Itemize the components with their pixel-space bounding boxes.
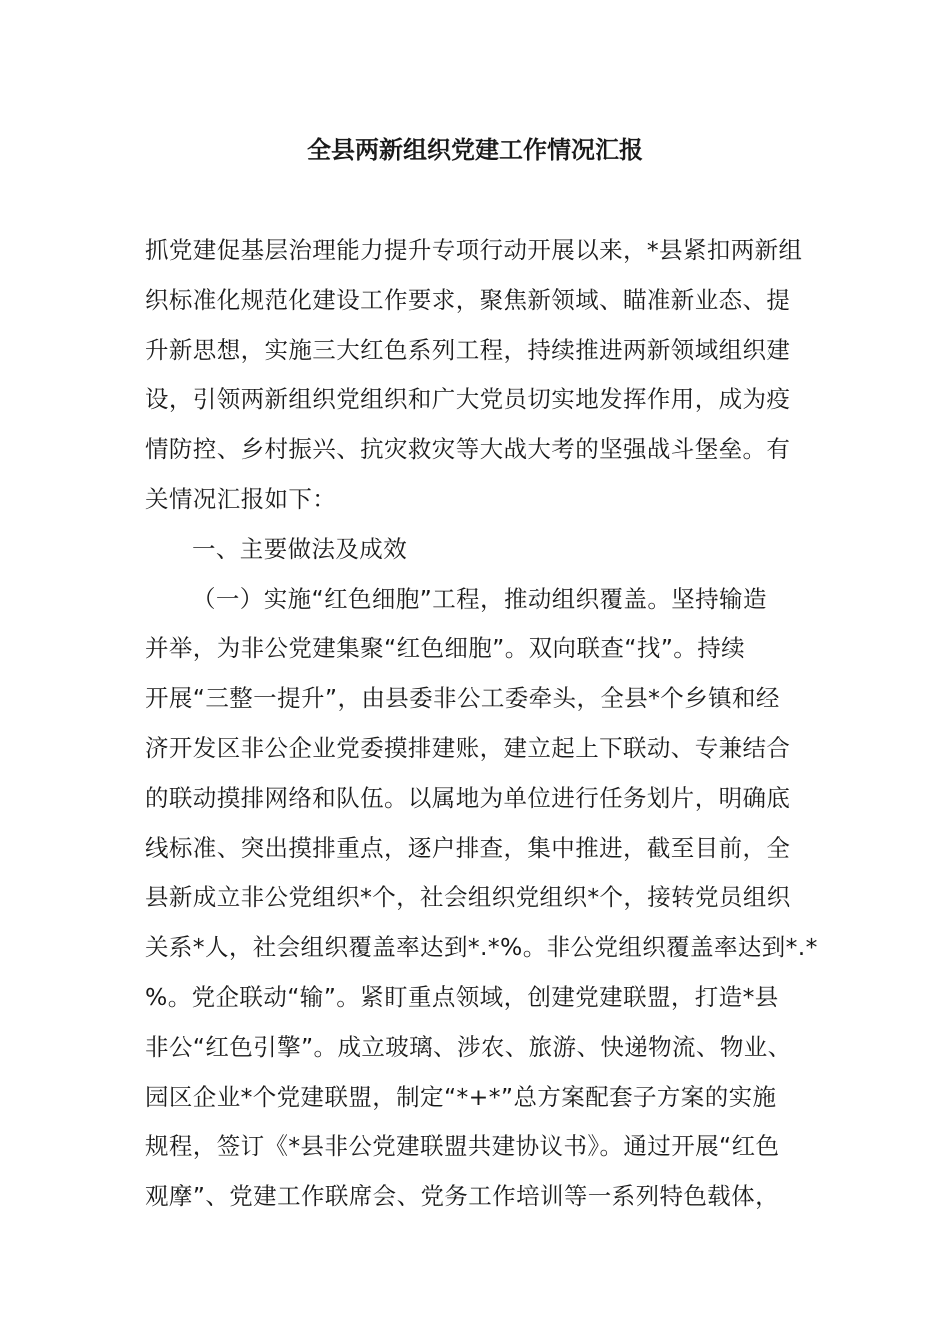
body-line: 开展“三整一提升”，由县委非公工委牵头，全县*个乡镇和经 bbox=[145, 684, 780, 713]
body-line: 设，引领两新组织党组织和广大党员切实地发挥作用，成为疫 bbox=[145, 385, 791, 414]
subsection-heading-line: （一）实施“红色细胞”工程，推动组织覆盖。坚持输造 bbox=[192, 584, 767, 613]
body-line: 升新思想，实施三大红色系列工程，持续推进两新领域组织建 bbox=[145, 335, 791, 364]
body-line: 情防控、乡村振兴、抗灾救灾等大战大考的坚强战斗堡垒。有 bbox=[145, 435, 791, 464]
body-line: 的联动摸排网络和队伍。以属地为单位进行任务划片，明确底 bbox=[145, 783, 791, 812]
body-line: 织标准化规范化建设工作要求，聚焦新领域、瞄准新业态、提 bbox=[145, 285, 791, 314]
body-line: 线标准、突出摸排重点，逐户排查，集中推进，截至目前，全 bbox=[145, 833, 791, 862]
body-line: 关系*人，社会组织覆盖率达到*.*%。非公党组织覆盖率达到*.* bbox=[145, 933, 818, 962]
body-line: 关情况汇报如下： bbox=[145, 484, 337, 513]
body-line: 抓党建促基层治理能力提升专项行动开展以来，*县紧扣两新组 bbox=[145, 236, 803, 264]
document-title: 全县两新组织党建工作情况汇报 bbox=[307, 136, 643, 164]
document-body bbox=[145, 226, 818, 1222]
body-line: 规程，签订《*县非公党建联盟共建协议书》。通过开展“红色 bbox=[145, 1132, 780, 1161]
section-heading: 一、主要做法及成效 bbox=[192, 534, 408, 563]
body-line: 观摩”、党建工作联席会、党务工作培训等一系列特色载体， bbox=[145, 1182, 779, 1211]
body-line: 园区企业*个党建联盟，制定“*+*”总方案配套子方案的实施 bbox=[145, 1082, 777, 1111]
body-line: 非公“红色引擎”。成立玻璃、涉农、旅游、快递物流、物业、 bbox=[145, 1032, 792, 1061]
body-line: 并举，为非公党建集聚“红色细胞”。双向联查“找”。持续 bbox=[145, 634, 745, 663]
body-line: 县新成立非公党组织*个，社会组织党组织*个，接转党员组织 bbox=[145, 883, 791, 912]
body-line: %。党企联动“输”。紧盯重点领域，创建党建联盟，打造*县 bbox=[145, 982, 779, 1011]
body-line: 济开发区非公企业党委摸排建账，建立起上下联动、专兼结合 bbox=[145, 733, 791, 762]
